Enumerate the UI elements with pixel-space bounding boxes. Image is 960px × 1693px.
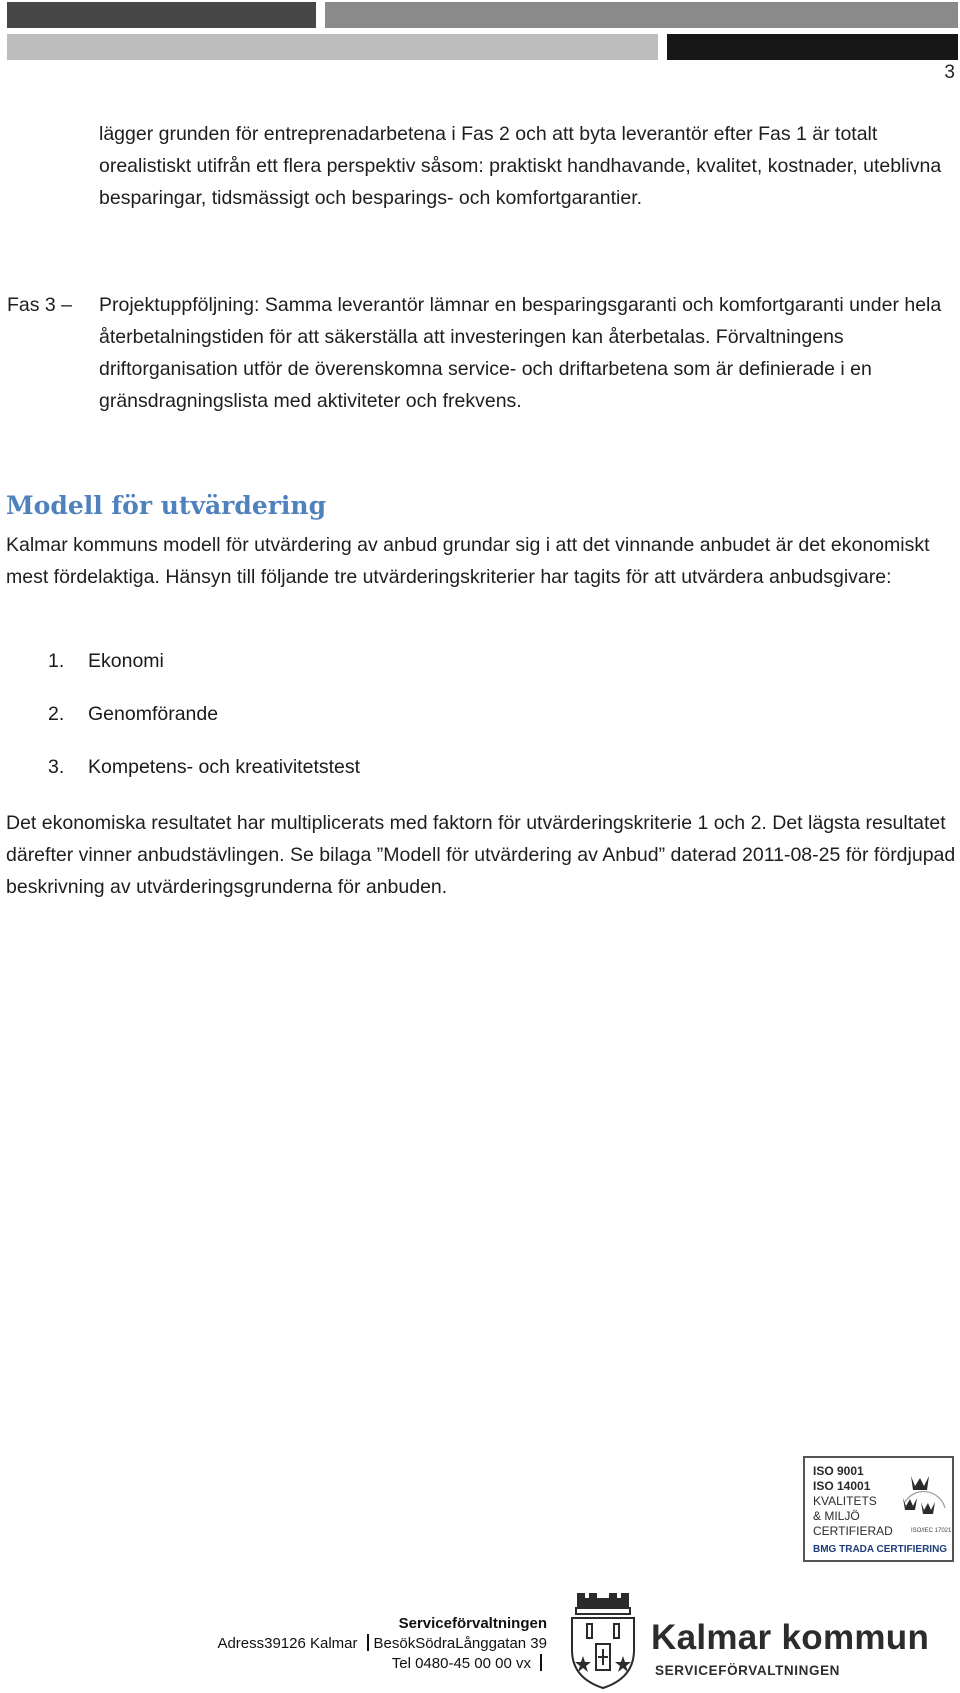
criterion-label: Ekonomi <box>88 650 164 672</box>
certification-line: ISO 14001 <box>813 1479 871 1493</box>
phase-3-description: Projektuppföljning: Samma leverantör lämnar en besparingsgaranti och komfortgaranti under hela återbetalningstiden för att säkerställa att investeringen kan återbetalas. Förvaltningens driftorganisation utför de överenskomna service- och driftarbetena som är definierade i en gränsdragningslista med aktiviteter och frekvens. <box>99 294 942 412</box>
criteria-list <box>6 645 360 804</box>
certification-text <box>813 1464 898 1539</box>
criterion-label: Genomförande <box>88 703 219 725</box>
criterion-number: 1. <box>48 650 65 672</box>
footer-contact <box>150 1614 547 1674</box>
certification-line: & MILJÖ <box>813 1509 860 1523</box>
footer-org-name: Serviceförvaltningen <box>398 1615 547 1632</box>
criterion-label: Kompetens- och kreativitetstest <box>88 756 361 778</box>
brand-name: Kalmar kommun <box>651 1618 930 1657</box>
kalmar-coat-of-arms-icon <box>566 1586 640 1690</box>
header-bar-black <box>667 34 958 60</box>
page-number: 3 <box>944 62 955 83</box>
footer-address-line <box>150 1634 547 1654</box>
evaluation-result: Det ekonomiska resultatet har multiplicerats med faktorn för utvärderingskriterie 1 och 2. Det lägsta resultatet därefter vinner anbudstävlingen. Se bilaga ”Modell för utvärdering av Anbud” daterad 2011-08-25 för fördjupad beskrivning av utvärderingsgrunderna för anbuden. <box>6 812 956 898</box>
evaluation-intro: Kalmar kommuns modell för utvärdering av anbud grundar sig i att det vinnande anbudet är det ekonomiskt mest fördelaktiga. Hänsyn till följande tre utvärderingskriterier har tagits för att utvärdera anbudsgivare: <box>6 534 930 588</box>
swedac-crown-icon <box>893 1462 951 1534</box>
footer-visit-address: BesökSödraLånggatan 39 <box>373 1635 547 1652</box>
continuation-paragraph: lägger grunden för entreprenadarbetena i Fas 2 och att byta leverantör efter Fas 1 är totalt orealistiskt utifrån ett flera perspektiv såsom: praktiskt handhavande, kvalitet, kostnader, uteblivna besparingar, tidsmässigt och besparings- och komfortgarantier. <box>99 123 942 209</box>
iso-reference: ISO/IEC 17021 <box>911 1528 952 1534</box>
separator <box>540 1654 542 1671</box>
brand-subtitle: SERVICEFÖRVALTNINGEN <box>655 1663 841 1678</box>
criterion-number: 2. <box>48 703 65 725</box>
header-bar-dark-gray <box>7 2 316 28</box>
list-item <box>6 698 360 751</box>
certification-line: CERTIFIERAD <box>813 1524 893 1538</box>
certification-line: KVALITETS <box>813 1494 877 1508</box>
phase-3-label: Fas 3 – <box>7 294 73 316</box>
footer-address: Adress39126 Kalmar <box>217 1635 358 1652</box>
issuer-label: BMG TRADA CERTIFIERING <box>813 1544 948 1555</box>
certification-logo <box>803 1456 954 1562</box>
list-item <box>6 645 360 698</box>
footer-phone: Tel 0480-45 00 00 vx <box>391 1655 531 1672</box>
certification-line: ISO 9001 <box>813 1464 864 1478</box>
criterion-number: 3. <box>48 756 65 778</box>
separator <box>367 1634 369 1651</box>
list-item <box>6 751 360 804</box>
footer-phone-line <box>150 1654 547 1674</box>
header-bar-light-gray <box>7 34 658 60</box>
header-bar-mid-gray <box>325 2 958 28</box>
section-heading: Modell för utvärdering <box>6 491 327 520</box>
